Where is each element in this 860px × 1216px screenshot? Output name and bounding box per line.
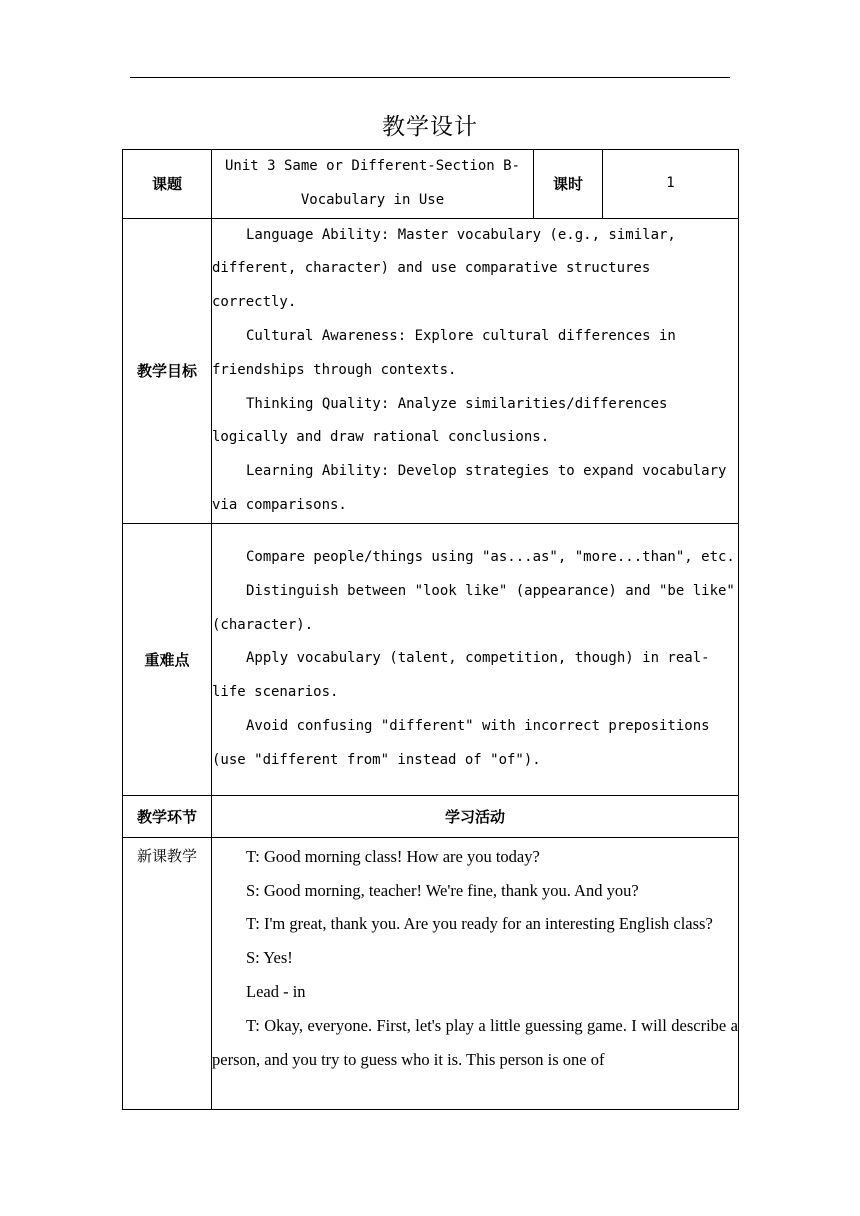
new-lesson-content — [212, 837, 739, 1109]
stage-column-header: 教学环节 — [123, 795, 212, 837]
header-rule — [130, 77, 730, 78]
objective-item: Learning Ability: Develop strategies to expand vocabulary via comparisons. — [212, 463, 727, 513]
activity-column-header: 学习活动 — [212, 795, 739, 837]
new-lesson-row — [123, 837, 739, 1109]
dialogue-line: T: Okay, everyone. First, let's play a little guessing game. I will describe a person, and you try to guess who it is. This person is one of — [212, 1015, 738, 1069]
topic-label: 课题 — [123, 150, 212, 219]
key-point-item: Compare people/things using "as...as", "more...than", etc. — [246, 548, 735, 565]
topic-text: Unit 3 Same or Different-Section B-Vocabulary in Use — [224, 158, 520, 208]
lesson-plan-table — [122, 149, 739, 1110]
key-points-row — [123, 523, 739, 795]
dialogue-line: T: I'm great, thank you. Are you ready for an interesting English class? — [246, 914, 713, 934]
dialogue-line: T: Good morning class! How are you today? — [246, 846, 540, 866]
dialogue-line: S: Good morning, teacher! We're fine, thank you. And you? — [246, 880, 639, 900]
new-lesson-label: 新课教学 — [123, 837, 212, 1109]
period-label: 课时 — [534, 150, 603, 219]
document-title: 教学设计 — [382, 114, 478, 140]
topic-row — [123, 150, 739, 219]
objective-item: Language Ability: Master vocabulary (e.g., similar, different, character) and use comparative structures correctly. — [212, 226, 676, 311]
objectives-content — [212, 218, 739, 523]
section-heading: Lead - in — [246, 981, 306, 1001]
key-points-content — [212, 523, 739, 795]
period-value: 1 — [603, 150, 739, 219]
key-point-item: Apply vocabulary (talent, competition, though) in real-life scenarios. — [212, 650, 710, 701]
key-point-item: Avoid confusing "different" with incorrect prepositions (use "different from" instead of "of"). — [212, 717, 710, 768]
objectives-label: 教学目标 — [123, 218, 212, 523]
dialogue-line: S: Yes! — [246, 948, 293, 968]
section-header-row — [123, 795, 739, 837]
key-points-label: 重难点 — [123, 523, 212, 795]
topic-value — [212, 150, 534, 219]
objectives-row — [123, 218, 739, 523]
key-point-item: Distinguish between "look like" (appearance) and "be like" (character). — [212, 582, 735, 633]
objective-item: Thinking Quality: Analyze similarities/differences logically and draw rational conclusions. — [212, 395, 668, 446]
objective-item: Cultural Awareness: Explore cultural differences in friendships through contexts. — [212, 327, 676, 378]
